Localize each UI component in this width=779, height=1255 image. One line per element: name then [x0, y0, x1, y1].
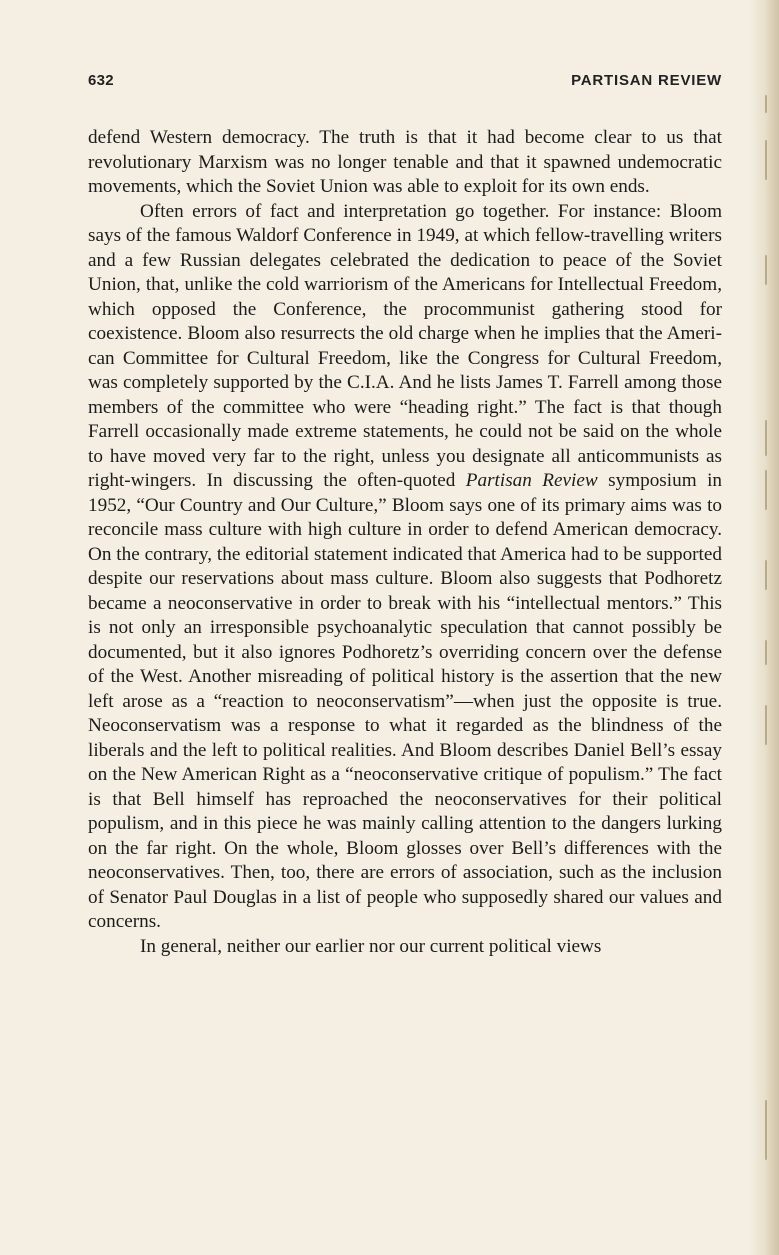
- edge-mark: [765, 705, 767, 745]
- publication-title: Partisan Review: [465, 470, 598, 491]
- edge-mark: [765, 640, 767, 665]
- edge-mark: [765, 470, 767, 510]
- paragraph-text-after-title: symposium in 1952, “Our Country and Our Culture,” Bloom says one of its primary aims was to reconcile mass culture with high culture in order to defend American democracy. On the contrary, the editorial statement indicated that America had to be supported despite our reservations about mass culture. Bloom also suggests that Podhoretz became a neoconservative in order to break with his “intellectual mentors.” This is not only an irresponsible psychoanalytic speculation that cannot possibly be documented, but it also ignores Podhoretz’s overriding concern over the defense of the West. Another misreading of political history is the assertion that the new left arose as a “reaction to neoconservatism”—when just the opposite is true. Neoconservatism was a response to what it regarded as the blindness of the liberals and the left to political realities. And Bloom describes Daniel Bell’s essay on the New American Right as a “neoconservative critique of populism.” The fact is that Bell himself has reproached the neoconservatives for their political populism, and in this piece he was mainly calling attention to the dangers lurking on the far right. On the whole, Bloom glosses over Bell’s differences with the neoconservatives. Then, too, there are errors of association, such as the inclusion of Senator Paul Douglas in a list of people who supposedly shared our values and concerns.: [88, 470, 722, 932]
- page-number: 632: [88, 72, 114, 89]
- running-head: PARTISAN REVIEW: [571, 72, 722, 89]
- edge-mark: [765, 420, 767, 456]
- edge-mark: [765, 95, 767, 113]
- page-edge-shadow: [749, 0, 779, 1255]
- paragraph-errors-of-fact: [88, 200, 722, 935]
- edge-mark: [765, 140, 767, 180]
- paragraph-text-before-title: Often errors of fact and interpretation go together. For instance: Bloom says of the famous Waldorf Conference in 1949, at which fellow-travelling writers and a few Russian delegates celebrated the dedication to peace of the Soviet Union, that, unlike the cold warriorism of the Americans for Intellectual Freedom, which opposed the Conference, the procommunist gathering stood for coexistence. Bloom also resurrects the old charge when he implies that the American Committee for Cultural Freedom, like the Congress for Cultural Freedom, was completely supported by the C.I.A. And he lists James T. Farrell among those members of the committee who were “heading right.” The fact is that though Farrell occasionally made extreme statements, he could not be said on the whole to have moved very far to the right, unless you designate all anticommunists as right-wingers. In discussing the often-quoted: [88, 200, 722, 491]
- edge-mark: [765, 1100, 767, 1160]
- paragraph-continued: defend Western democracy. The truth is that it had become clear to us that revolutionary Marxism was no longer tenable and that it spawned undemocratic movements, which the Soviet Union was able to exploit for its own ends.: [88, 127, 722, 197]
- paragraph-in-general: In general, neither our earlier nor our current political views: [140, 935, 602, 957]
- edge-mark: [765, 255, 767, 285]
- edge-mark: [765, 560, 767, 590]
- article-body: [88, 126, 722, 959]
- page-header: [88, 72, 722, 94]
